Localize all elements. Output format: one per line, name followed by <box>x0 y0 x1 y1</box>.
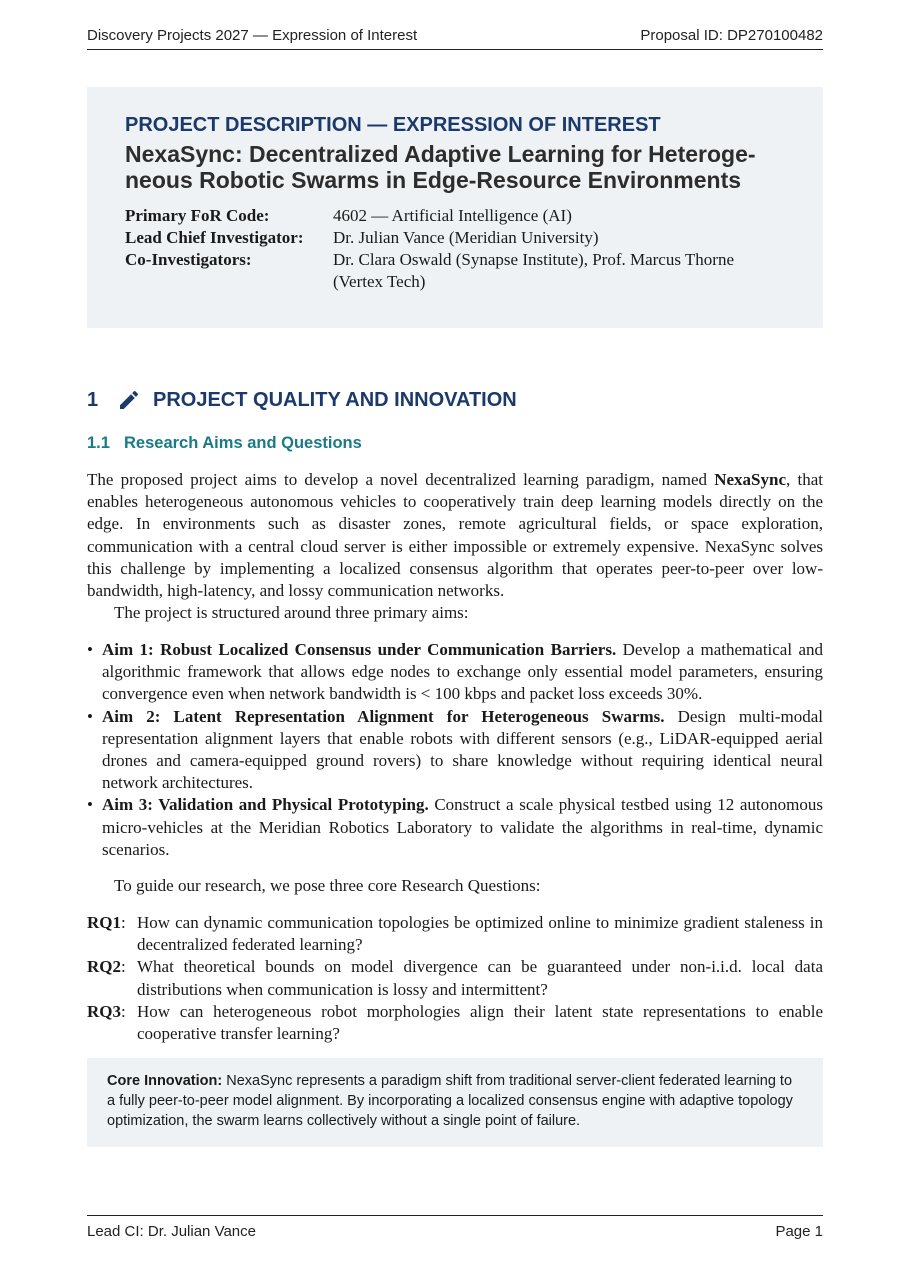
innovation-text: NexaSync represents a paradigm shift from traditional server-client federated learning to a fully peer-to-peer model alignment. By incorporating a localized consensus engine with adaptive topology optimization, the swarm learns collectively without a single point of failure. <box>107 1073 793 1129</box>
intro-project-name: NexaSync <box>714 470 787 489</box>
aim-text: Design multi-modal representation alignment layers that enable robots with different sensors (e.g., LiDAR-equipped aerial drones and camera-equipped ground rovers) to share knowledge without requiring identical neural network architectures. <box>102 706 823 793</box>
rq-label: RQ1: <box>87 913 126 932</box>
bullet-icon: • <box>87 706 93 726</box>
intro-text-before: The proposed project aims to develop a novel decentralized learning paradigm, named <box>87 470 715 489</box>
meta-value: Dr. Clara Oswald (Synapse Institute), Prof. Marcus Thorne (Vertex Tech) <box>333 250 734 291</box>
section-number: 1 <box>87 388 99 411</box>
rq-label: RQ2: <box>87 957 126 977</box>
header-left: Discovery Projects 2027 — Expression of Interest <box>87 27 418 44</box>
list-item <box>87 794 823 861</box>
bullet-icon: • <box>87 795 93 815</box>
meta-row-co-investigators <box>125 249 785 293</box>
rq-text: What theoretical bounds on model divergence can be guaranteed under non-i.i.d. local data distributions when communication is lossy and intermittent? <box>137 957 823 999</box>
section-heading <box>87 386 517 414</box>
meta-row-for-code <box>125 205 785 227</box>
list-item <box>87 1001 823 1045</box>
pencil-icon <box>117 388 141 412</box>
subsection-heading <box>87 434 362 453</box>
meta-table <box>125 205 785 293</box>
core-innovation-box <box>87 1058 823 1147</box>
research-questions-list <box>87 912 823 1045</box>
title-kicker: PROJECT DESCRIPTION — EXPRESSION OF INTEREST <box>125 114 661 136</box>
aim-title: Aim 3: Validation and Physical Prototyping. <box>102 795 429 815</box>
rq-label: RQ3: <box>87 1001 126 1021</box>
rq-intro: To guide our research, we pose three core Research Questions: <box>114 876 541 895</box>
subsection-title: Research Aims and Questions <box>124 434 362 452</box>
meta-key: Co-Investigators: <box>125 250 252 269</box>
intro-paragraph <box>87 469 823 602</box>
meta-value: 4602 — Artificial Intelligence (AI) <box>333 206 572 225</box>
meta-key: Lead Chief Investigator: <box>125 228 304 247</box>
list-item <box>87 912 823 956</box>
aim-title: Aim 2: Latent Representation Alignment for Heterogeneous Swarms. <box>102 706 665 726</box>
meta-key: Primary FoR Code: <box>125 206 270 225</box>
title-block <box>87 87 823 328</box>
project-title: NexaSync: Decentralized Adaptive Learning for Heteroge-neous Robotic Swarms in Edge-Resource Environments <box>125 141 756 193</box>
page-header <box>87 27 823 50</box>
aims-intro: The project is structured around three primary aims: <box>114 603 469 622</box>
intro-text-after: , that enables heterogeneous autonomous vehicles to cooperatively train deep learning models directly on the edge. In environments such as disaster zones, remote agricultural fields, or space exploration, communication with a central cloud server is either impossible or extremely expensive. NexaSync solves this challenge by implementing a localized consensus algorithm that operates peer-to-peer over low-bandwidth, high-latency, and lossy communication networks. <box>87 470 823 601</box>
meta-row-lead-ci <box>125 227 785 249</box>
aims-list <box>87 639 823 861</box>
page-footer <box>87 1215 823 1240</box>
header-proposal-id: Proposal ID: DP270100482 <box>640 27 823 44</box>
list-item <box>87 956 823 1000</box>
section-title: PROJECT QUALITY AND INNOVATION <box>153 388 517 411</box>
list-item <box>87 639 823 706</box>
rq-text: How can heterogeneous robot morphologies align their latent state representations to enable cooperative transfer learning? <box>137 1001 823 1044</box>
meta-value: Dr. Julian Vance (Meridian University) <box>333 228 599 247</box>
aim-title: Aim 1: Robust Localized Consensus under Communication Barriers. <box>102 640 617 659</box>
footer-lead-ci: Lead CI: Dr. Julian Vance <box>87 1223 256 1240</box>
bullet-icon: • <box>87 640 93 659</box>
list-item <box>87 706 823 795</box>
subsection-number: 1.1 <box>87 434 110 452</box>
aim-text: Develop a mathematical and algorithmic framework that allows edge nodes to exchange only essential model parameters, ensuring convergence even when network bandwidth is < 100 kbps and packet loss exceeds 30%. <box>102 640 823 704</box>
rq-text: How can dynamic communication topologies be optimized online to minimize gradient staleness in decentralized federated learning? <box>137 913 823 955</box>
innovation-label: Core Innovation: <box>107 1073 223 1089</box>
aim-text: Construct a scale physical testbed using 12 autonomous micro-vehicles at the Meridian Robotics Laboratory to validate the algorithms in real-time, dynamic scenarios. <box>102 795 823 859</box>
footer-page-number: Page 1 <box>775 1223 823 1240</box>
